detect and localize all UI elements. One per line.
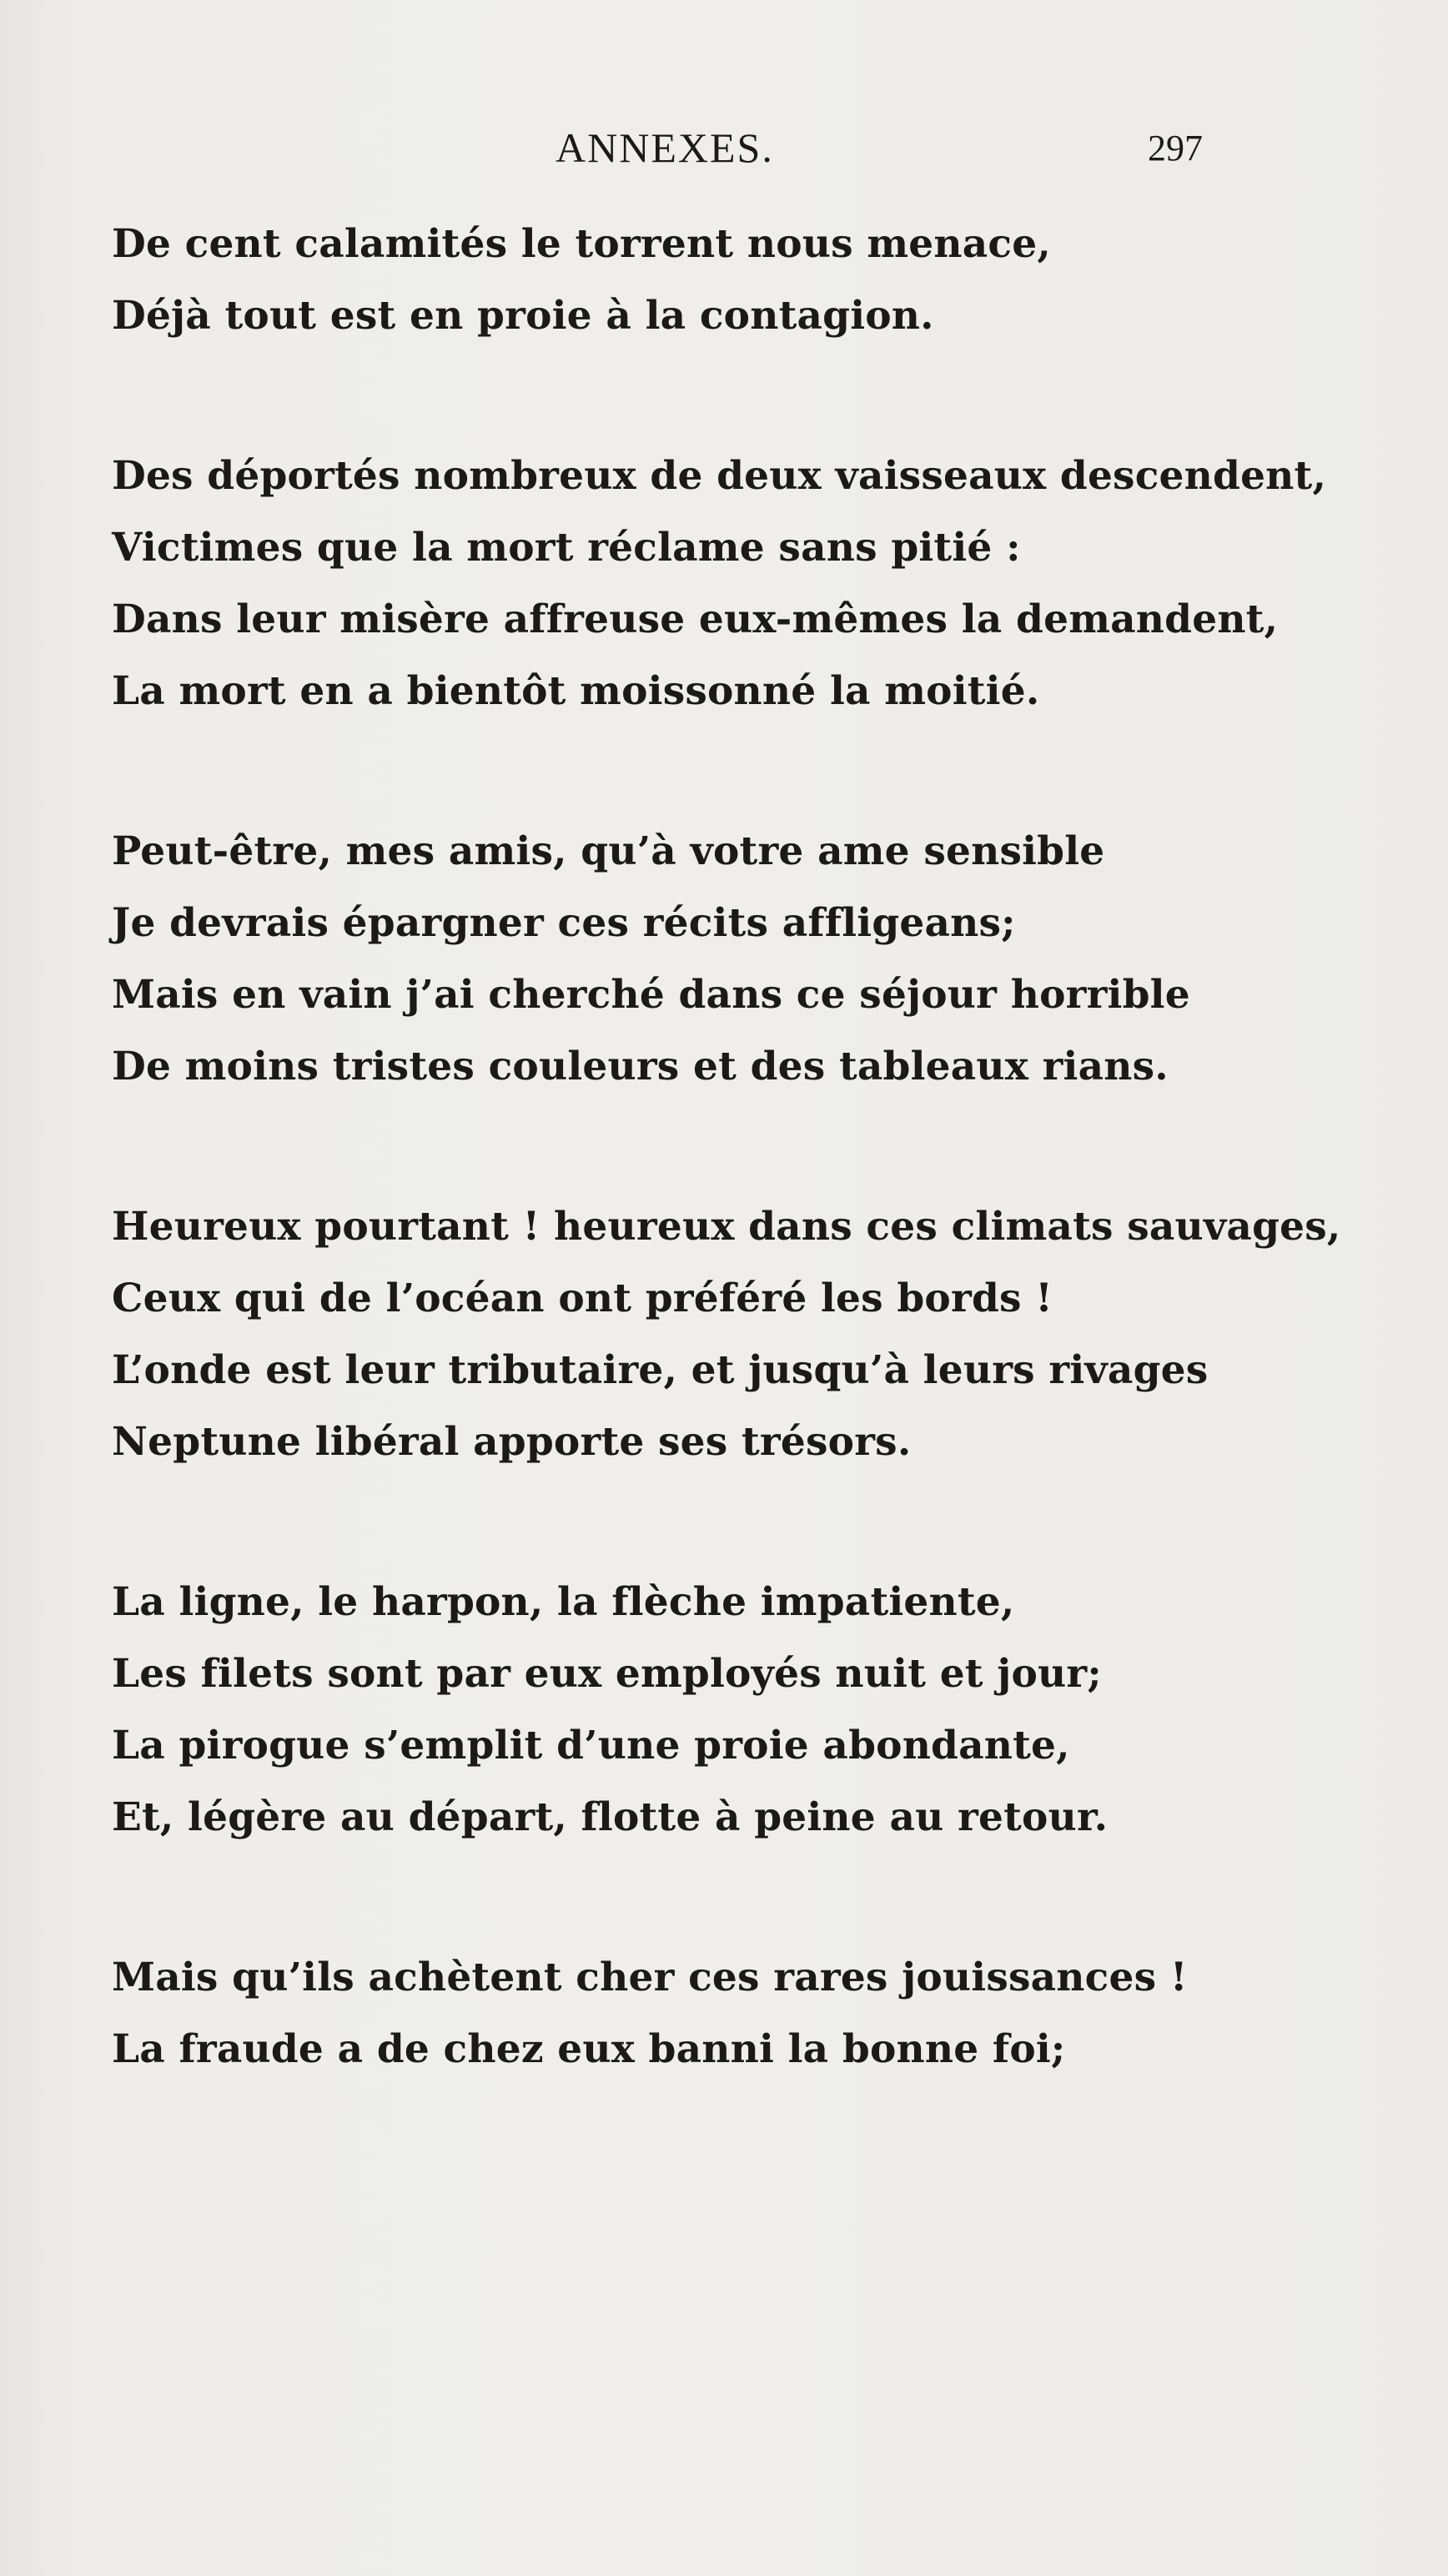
stanza-4 [112,1191,1341,1478]
verse-line: Déjà tout est en proie à la contagion. [112,293,934,339]
verse-line: Je devrais épargner ces récits affligeans; [112,900,1016,946]
verse-line: Ceux qui de l’océan ont préféré les bords ! [112,1275,1053,1321]
verse-line: Des déportés nombreux de deux vaisseaux descendent, [112,453,1327,499]
verse-line: De cent calamités le torrent nous menace, [112,221,1051,267]
verse-line: Peut-être, mes amis, qu’à votre ame sensible [112,828,1105,874]
stanza-6 [112,1942,1280,2085]
verse-line: De moins tristes couleurs et des tableaux rians. [112,1044,1169,1089]
page-number: 297 [1148,128,1203,169]
stanza-3 [112,816,1280,1103]
verse-line: Neptune libéral apporte ses trésors. [112,1419,912,1465]
verse-line: Heureux pourtant ! heureux dans ces climats sauvages, [112,1204,1341,1250]
verse-line: Dans leur misère affreuse eux-mêmes la demandent, [112,596,1279,642]
verse-line: Les filets sont par eux employés nuit et jour; [112,1651,1102,1697]
stanza-5 [112,1567,1280,1854]
running-header [0,123,1448,182]
verse-line: Mais qu’ils achètent cher ces rares jouissances ! [112,1955,1188,2000]
verse-line: Et, légère au départ, flotte à peine au retour. [112,1794,1109,1840]
verse-line: L’onde est leur tributaire, et jusqu’à leurs rivages [112,1347,1209,1393]
stanza-1 [112,209,1280,352]
verse-line: La ligne, le harpon, la flèche impatiente, [112,1579,1015,1625]
poem-body [112,209,1341,2174]
stanza-2 [112,440,1327,727]
verse-line: La fraude a de chez eux banni la bonne foi; [112,2026,1066,2072]
verse-line: Mais en vain j’ai cherché dans ce séjour horrible [112,972,1190,1018]
verse-line: La mort en a bientôt moissonné la moitié. [112,668,1040,714]
verse-line: Victimes que la mort réclame sans pitié : [112,525,1021,571]
running-title: ANNEXES. [556,124,774,171]
verse-line: La pirogue s’emplit d’une proie abondante, [112,1723,1070,1768]
